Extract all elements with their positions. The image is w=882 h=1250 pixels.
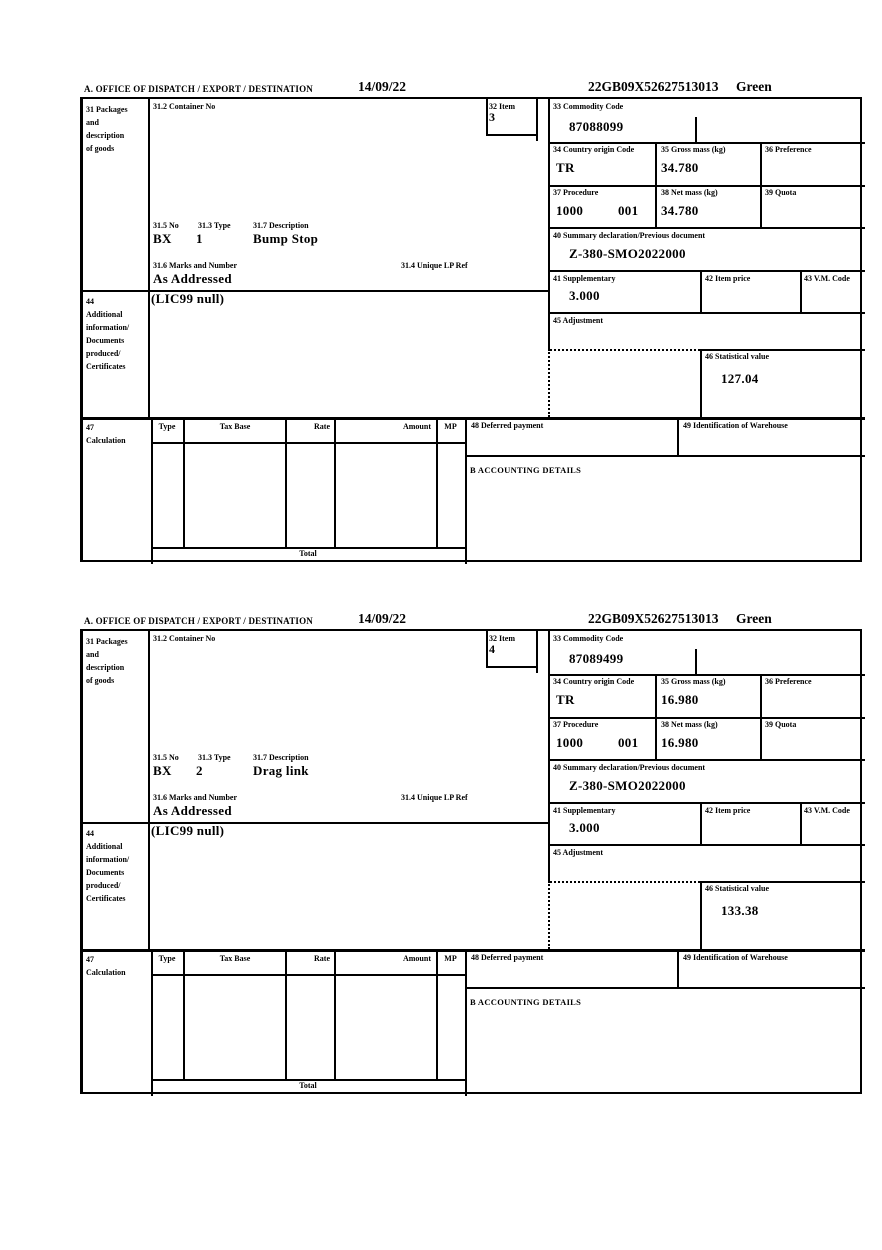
gross-mass-label: 35 Gross mass (kg) <box>661 145 726 154</box>
supplementary-label: 41 Supplementary <box>553 274 616 283</box>
item-number-value: 3 <box>489 110 496 124</box>
grid-line <box>700 881 702 949</box>
net-mass-label: 38 Net mass (kg) <box>661 188 718 197</box>
grid-line <box>285 420 287 547</box>
declaration-date: 14/09/22 <box>358 79 407 94</box>
declaration-item-section <box>80 80 862 562</box>
procedure-ext-value: 001 <box>618 735 639 750</box>
grid-line <box>486 666 538 668</box>
calculation-label: 47 Calculation <box>86 955 126 977</box>
grid-line <box>334 952 336 1079</box>
grid-line <box>548 844 865 846</box>
grid-line <box>700 270 702 312</box>
procedure-value: 1000 <box>556 735 584 750</box>
mp-header: MP <box>444 422 457 431</box>
preference-label: 36 Preference <box>765 677 812 686</box>
grid-line <box>700 802 702 844</box>
grid-line <box>550 349 700 351</box>
preference-label: 36 Preference <box>765 145 812 154</box>
item-form-box <box>80 97 862 562</box>
country-origin-value: TR <box>556 692 575 707</box>
grid-line <box>486 134 538 136</box>
grid-line <box>700 349 865 351</box>
item-price-label: 42 Item price <box>705 274 751 283</box>
grid-line <box>800 802 802 844</box>
tax-base-header: Tax Base <box>219 422 251 431</box>
unique-lp-ref-label: 31.4 Unique LP Ref <box>401 261 468 270</box>
office-of-dispatch-label: A. OFFICE OF DISPATCH / EXPORT / DESTINATION <box>84 84 314 94</box>
net-mass-label: 38 Net mass (kg) <box>661 720 718 729</box>
previous-document-value: Z-380-SMO2022000 <box>569 778 686 793</box>
item-label: 32 Item <box>489 102 515 111</box>
grid-line <box>700 349 702 417</box>
vm-code-label: 43 V.M. Code <box>804 274 850 283</box>
procedure-label: 37 Procedure <box>553 188 599 197</box>
procedure-label: 37 Procedure <box>553 720 599 729</box>
gross-mass-value: 16.980 <box>661 692 699 707</box>
statistical-value-label: 46 Statistical value <box>705 884 769 893</box>
grid-line <box>548 227 865 229</box>
warehouse-id-label: 49 Identification of Warehouse <box>683 421 788 430</box>
deferred-payment-label: 48 Deferred payment <box>471 421 544 430</box>
routing-status: Green <box>736 611 772 626</box>
grid-line <box>183 952 185 1079</box>
gross-mass-value: 34.780 <box>661 160 699 175</box>
package-no-label: 31.5 No <box>153 221 179 230</box>
rate-header: Rate <box>314 954 330 963</box>
routing-status: Green <box>736 79 772 94</box>
grid-line <box>548 185 865 187</box>
grid-line <box>151 442 467 444</box>
grid-line <box>800 270 802 312</box>
container-no-label: 31.2 Container No <box>153 634 216 643</box>
country-origin-label: 34 Country origin Code <box>553 677 635 686</box>
grid-line <box>548 759 865 761</box>
gross-mass-label: 35 Gross mass (kg) <box>661 677 726 686</box>
quota-label: 39 Quota <box>765 720 797 729</box>
grid-line <box>548 142 865 144</box>
country-origin-value: TR <box>556 160 575 175</box>
grid-line <box>465 455 865 457</box>
supplementary-label: 41 Supplementary <box>553 806 616 815</box>
tax-base-header: Tax Base <box>219 954 251 963</box>
accounting-details-label: B ACCOUNTING DETAILS <box>470 465 582 475</box>
marks-and-number-label: 31.6 Marks and Number <box>153 793 238 802</box>
statistical-value: 133.38 <box>721 903 759 918</box>
grid-line <box>550 881 700 883</box>
grid-line <box>465 987 865 989</box>
calculation-label: 47 Calculation <box>86 423 126 445</box>
grid-line <box>677 952 679 987</box>
goods-description-value: Bump Stop <box>253 231 319 246</box>
grid-line <box>486 99 488 134</box>
item-number-value: 4 <box>489 642 496 656</box>
unique-lp-ref-label: 31.4 Unique LP Ref <box>401 793 468 802</box>
item-price-label: 42 Item price <box>705 806 751 815</box>
item-form-box <box>80 629 862 1094</box>
procedure-ext-value: 001 <box>618 203 639 218</box>
package-type-label: 31.3 Type <box>198 221 231 230</box>
previous-document-value: Z-380-SMO2022000 <box>569 246 686 261</box>
grid-line <box>536 99 538 141</box>
grid-line <box>436 420 438 547</box>
statistical-value: 127.04 <box>721 371 759 386</box>
grid-line <box>655 142 657 227</box>
grid-line <box>436 952 438 1079</box>
grid-line <box>548 881 550 949</box>
package-type-label: 31.3 Type <box>198 753 231 762</box>
previous-document-label: 40 Summary declaration/Previous document <box>553 231 706 240</box>
grid-line <box>183 420 185 547</box>
accounting-details-label: B ACCOUNTING DETAILS <box>470 997 582 1007</box>
adjustment-label: 45 Adjustment <box>553 848 604 857</box>
grid-line <box>700 881 865 883</box>
grid-line <box>148 631 150 949</box>
package-no-label: 31.5 No <box>153 753 179 762</box>
commodity-code-value: 87089499 <box>569 651 624 666</box>
goods-description-label: 31.7 Description <box>253 753 309 762</box>
grid-line <box>548 674 865 676</box>
packages-description-label: 31 Packages and description of goods <box>86 105 128 153</box>
country-origin-label: 34 Country origin Code <box>553 145 635 154</box>
deferred-payment-label: 48 Deferred payment <box>471 953 544 962</box>
additional-information-label: 44 Additional information/ Documents produced/ Certificates <box>86 829 130 903</box>
commodity-code-label: 33 Commodity Code <box>553 102 624 111</box>
package-type-value: 2 <box>196 763 203 778</box>
goods-description-label: 31.7 Description <box>253 221 309 230</box>
adjustment-label: 45 Adjustment <box>553 316 604 325</box>
net-mass-value: 34.780 <box>661 203 699 218</box>
grid-line <box>548 312 865 314</box>
declaration-reference: 22GB09X52627513013 <box>588 79 719 94</box>
office-of-dispatch-label: A. OFFICE OF DISPATCH / EXPORT / DESTINATION <box>84 616 314 626</box>
grid-line <box>536 631 538 673</box>
grid-line <box>83 949 865 952</box>
package-code-value: BX <box>153 231 172 246</box>
declaration-date: 14/09/22 <box>358 611 407 626</box>
grid-line <box>695 117 697 142</box>
declaration-reference: 22GB09X52627513013 <box>588 611 719 626</box>
marks-value: As Addressed <box>153 271 232 286</box>
vm-code-label: 43 V.M. Code <box>804 806 850 815</box>
additional-info-value: (LIC99 null) <box>151 291 225 306</box>
table-total-label: Total <box>299 1081 317 1090</box>
grid-line <box>677 420 679 455</box>
declaration-item-section <box>80 612 862 1094</box>
container-no-label: 31.2 Container No <box>153 102 216 111</box>
item-label: 32 Item <box>489 634 515 643</box>
tax-type-header: Type <box>158 954 176 963</box>
supplementary-value: 3.000 <box>569 288 600 303</box>
grid-line <box>760 142 762 227</box>
grid-line <box>548 270 865 272</box>
additional-info-value: (LIC99 null) <box>151 823 225 838</box>
grid-line <box>548 717 865 719</box>
net-mass-value: 16.980 <box>661 735 699 750</box>
grid-line <box>151 974 467 976</box>
grid-line <box>548 802 865 804</box>
packages-description-label: 31 Packages and description of goods <box>86 637 128 685</box>
mp-header: MP <box>444 954 457 963</box>
grid-line <box>655 674 657 759</box>
grid-line <box>548 349 550 417</box>
quota-label: 39 Quota <box>765 188 797 197</box>
package-type-value: 1 <box>196 231 203 246</box>
amount-header: Amount <box>402 422 431 431</box>
warehouse-id-label: 49 Identification of Warehouse <box>683 953 788 962</box>
table-total-label: Total <box>299 549 317 558</box>
commodity-code-label: 33 Commodity Code <box>553 634 624 643</box>
procedure-value: 1000 <box>556 203 584 218</box>
commodity-code-value: 87088099 <box>569 119 624 134</box>
previous-document-label: 40 Summary declaration/Previous document <box>553 763 706 772</box>
package-code-value: BX <box>153 763 172 778</box>
grid-line <box>334 420 336 547</box>
grid-line <box>695 649 697 674</box>
marks-and-number-label: 31.6 Marks and Number <box>153 261 238 270</box>
supplementary-value: 3.000 <box>569 820 600 835</box>
grid-line <box>148 99 150 417</box>
statistical-value-label: 46 Statistical value <box>705 352 769 361</box>
grid-line <box>760 674 762 759</box>
grid-line <box>486 631 488 666</box>
grid-line <box>83 417 865 420</box>
tax-type-header: Type <box>158 422 176 431</box>
goods-description-value: Drag link <box>253 763 309 778</box>
amount-header: Amount <box>402 954 431 963</box>
grid-line <box>285 952 287 1079</box>
marks-value: As Addressed <box>153 803 232 818</box>
additional-information-label: 44 Additional information/ Documents produced/ Certificates <box>86 297 130 371</box>
rate-header: Rate <box>314 422 330 431</box>
